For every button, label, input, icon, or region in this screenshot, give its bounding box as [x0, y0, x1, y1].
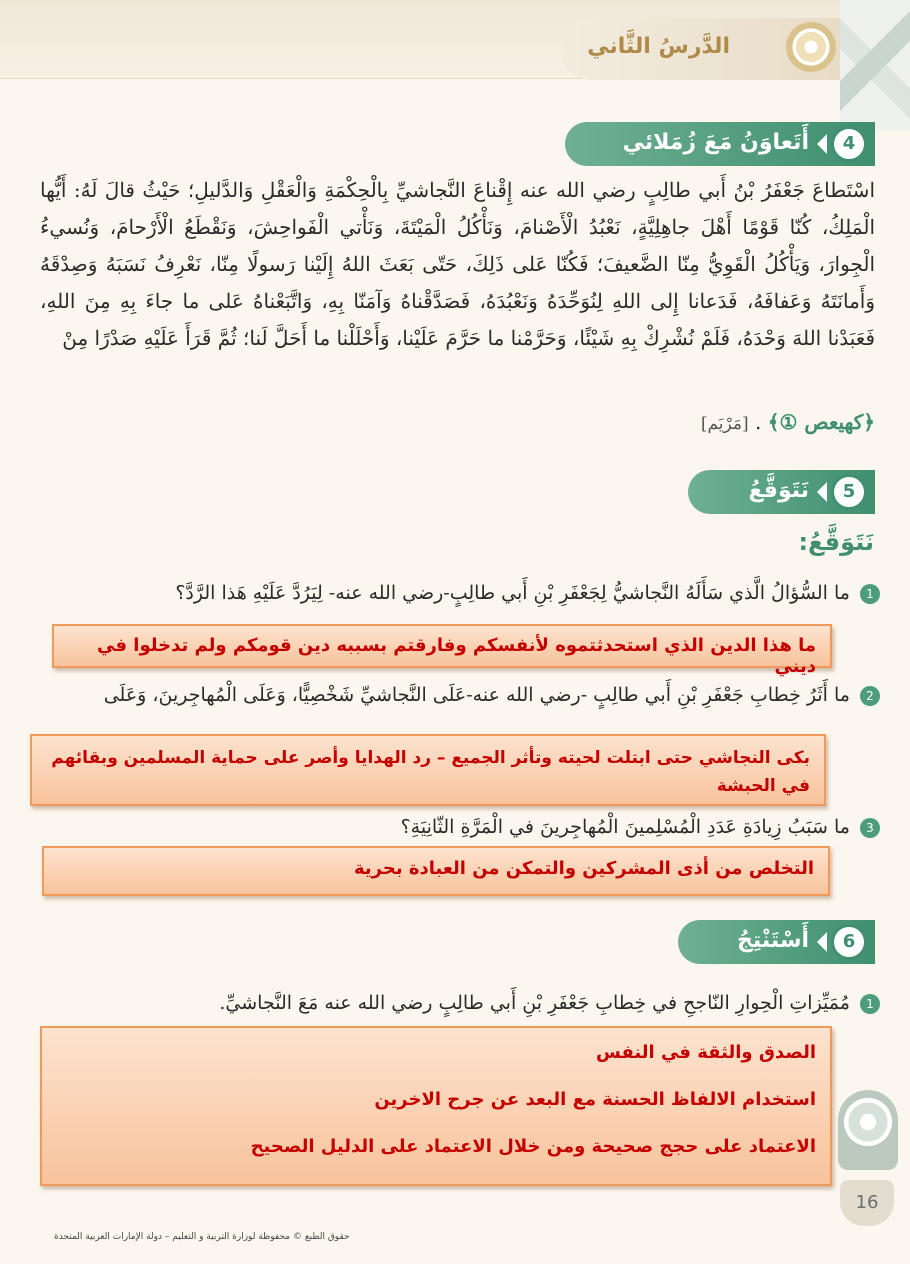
chevron-left-icon: [817, 482, 827, 502]
lesson-title: الدَّرسُ الثَّاني: [587, 34, 730, 59]
ayah-reference: [مَرْيَم]: [700, 414, 749, 434]
predict-heading: نَتَوَقَّعُ:: [798, 528, 874, 556]
section-5-number: 5: [831, 474, 867, 510]
answer-box-1: [52, 624, 832, 677]
section-4-title: أَتَعاوَنُ مَعَ زُمَلائي: [622, 130, 809, 155]
conclude-question-1-text: مُمَيِّزاتِ الْحِوارِ النّاجحِ في خِطابِ جَعْفَرِ بْنِ أَبي طالِبٍ رضي الله عنه مَعَ النَّجاشيِّ.: [219, 992, 850, 1014]
ayah-text: ﴿كهيعص ①﴾: [767, 410, 875, 434]
conclude-answer-2: استخدام الالفاظ الحسنة مع البعد عن جرح الاخرين: [374, 1089, 816, 1110]
section-5-header: [688, 470, 875, 514]
page-number: 16: [840, 1180, 894, 1226]
section-4-number: 4: [831, 126, 867, 162]
conclude-question-1-number: 1: [860, 994, 880, 1014]
question-1-number: 1: [860, 584, 880, 604]
question-2: [40, 684, 880, 706]
answer-3-text: التخلص من أذى المشركين والتمكن من العبادة بحرية: [354, 858, 814, 879]
answer-2-text: بكى النجاشي حتى ابتلت لحيته وتأثر الجميع – رد الهدايا وأصر على حماية المسلمين وبقائهم في الحبشة: [51, 748, 810, 796]
question-3-number: 3: [860, 818, 880, 838]
question-3: [40, 816, 880, 838]
answer-box-conclude: [40, 1026, 832, 1186]
corner-pattern-icon: [840, 0, 910, 130]
passage-text: اسْتَطاعَ جَعْفَرُ بْنُ أَبي طالِبٍ رضي الله عنه إِقْناعَ النَّجاشيِّ بِالْحِكْمَةِ وَالْعَقْلِ وَالدَّليلِ؛ حَيْثُ قالَ لَهُ: أَيُّها الْمَلِكُ، كُنّا قَوْمًا أَهْلَ جاهِلِيَّةٍ، نَعْبُدُ الْأَصْنامَ، وَنَأْكُلُ الْمَيْتَةَ، وَنَأْتي الْفَواحِشَ، وَنَقْطَعُ الْأَرْحامَ، وَنُسيءُ الْجِوارَ، وَيَأْكُلُ الْقَوِيُّ مِنّا الضَّعيفَ؛ فَكُنّا عَلى ذَلِكَ، حَتّى بَعَثَ اللهُ إِلَيْنا رَسولًا مِنّا، نَعْرِفُ نَسَبَهُ وَصِدْقَهُ وَأَمانَتَهُ وَعَفافَهُ، فَدَعانا إِلى اللهِ لِنُوَحِّدَهُ وَنَعْبُدَهُ، فَصَدَّقْناهُ وَآمَنّا بِهِ، وَاتَّبَعْناهُ عَلى ما جاءَ بِهِ مِنَ اللهِ، فَعَبَدْنا اللهَ وَحْدَهُ، فَلَمْ نُشْرِكْ بِهِ شَيْئًا، وَحَرَّمْنا ما حَرَّمَ عَلَيْنا، وَأَحْلَلْنا ما أَحَلَّ لَنا؛ ثُمَّ قَرَأَ عَلَيْهِ صَدْرًا مِنْ: [40, 178, 875, 350]
answer-box-2: [30, 734, 826, 806]
footer-copyright: حقوق الطبع © محفوظة لوزارة التربية و التعليم – دولة الإمارات العربية المتحدة: [54, 1232, 350, 1242]
question-2-number: 2: [860, 686, 880, 706]
answer-1-text: ما هذا الدين الذي استحدثتموه لأنفسكم وفارقتم بسببه دين قومكم ولم تدخلوا في ديني: [97, 635, 816, 677]
question-1: [40, 582, 880, 604]
question-3-text: ما سَبَبُ زِيادَةِ عَدَدِ الْمُسْلِمينَ الْمُهاجِرينَ في الْمَرَّةِ الثّانِيَةِ؟: [400, 816, 850, 838]
ornament-medallion-icon: [786, 22, 836, 72]
section-6-title: أَسْتَنْتِجُ: [737, 928, 809, 953]
conclude-answer-1: الصدق والثقة في النفس: [596, 1042, 816, 1063]
answer-box-3: [42, 846, 830, 896]
conclude-question-1: [40, 992, 880, 1014]
question-1-text: ما السُّؤالُ الَّذي سَأَلَهُ النَّجاشيُّ لِجَعْفَرِ بْنِ أَبي طالِبٍ-رضي الله عنه- لِيَرُدَّ عَلَيْهِ هَذا الرَّدَّ؟: [175, 582, 850, 604]
chevron-left-icon: [817, 932, 827, 952]
side-medallion-icon: [838, 1090, 898, 1170]
ayah-line: ﴿كهيعص ①﴾ . [مَرْيَم]: [700, 410, 875, 434]
section-6-number: 6: [831, 924, 867, 960]
section-4-header: [565, 122, 875, 166]
section-6-header: [678, 920, 875, 964]
conclude-answer-3: الاعتماد على حجج صحيحة ومن خلال الاعتماد على الدليل الصحيح: [250, 1136, 816, 1157]
question-2-text: ما أَثَرُ خِطابِ جَعْفَرِ بْنِ أَبي طالِبٍ -رضي الله عنه-عَلَى النَّجاشيِّ شَخْصِيًّا، وَعَلَى الْمُهاجِرينَ، وَعَلَى: [103, 684, 850, 706]
chevron-left-icon: [817, 134, 827, 154]
section-5-title: نَتَوَقَّعُ: [748, 478, 809, 503]
